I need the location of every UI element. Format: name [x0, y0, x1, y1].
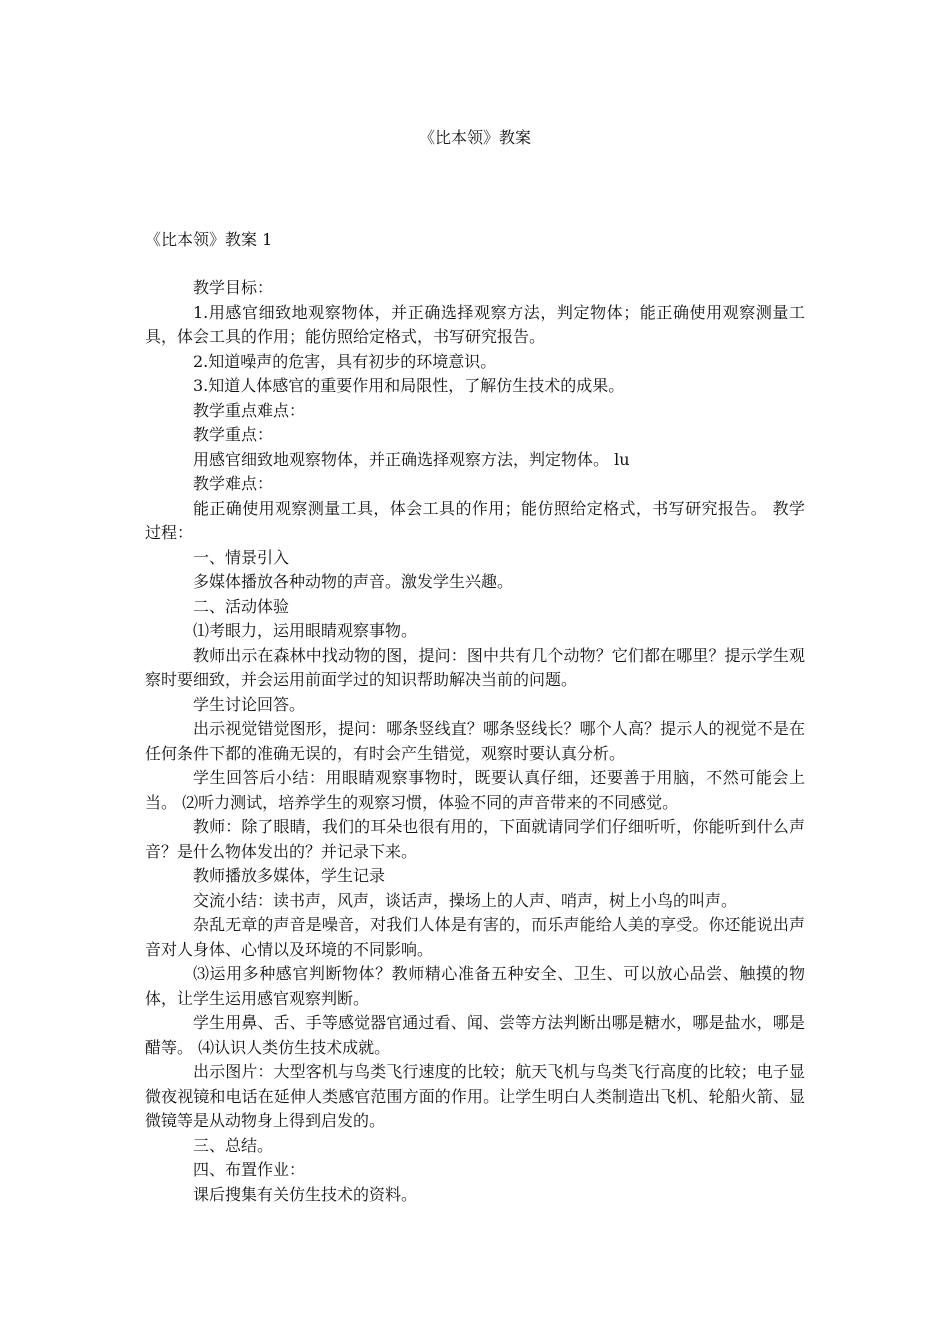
paragraph: 学生回答后小结：用眼睛观察事物时，既要认真仔细，还要善于用脑，不然可能会上当。 ⑵听力测试，培养学生的观察习惯，体验不同的声音带来的不同感觉。	[145, 768, 805, 812]
paragraph: 交流小结：读书声，风声，谈话声，操场上的人声、哨声，树上小鸟的叫声。	[193, 890, 738, 910]
paragraph: 教师：除了眼睛，我们的耳朵也很有用的，下面就请同学们仔细听听，你能听到什么声音？是什么物体发出的？并记录下来。	[145, 817, 805, 861]
paragraph: 出示图片：大型客机与鸟类飞行速度的比较；航天飞机与鸟类飞行高度的比较；电子显微夜视镜和电话在延伸人类感官范围方面的作用。让学生明白人类制造出飞机、轮船火箭、显微镜等是从动物身上得到启发的。	[145, 1062, 805, 1130]
paragraph: 四、布置作业：	[193, 1160, 306, 1179]
document-subtitle: 《比本领》教案 1	[145, 230, 273, 249]
paragraph: 用感官细致地观察物体，并正确选择观察方法，判定物体。 lu	[193, 449, 630, 469]
paragraph: 三、总结。	[193, 1135, 274, 1155]
paragraph: 能正确使用观察测量工具，体会工具的作用；能仿照给定格式，书写研究报告。 教学过程：	[145, 498, 805, 542]
paragraph: 课后搜集有关仿生技术的资料。	[193, 1184, 418, 1204]
paragraph: 二、活动体验	[193, 596, 290, 616]
paragraph: 一、情景引入	[193, 547, 290, 567]
paragraph: 教学难点：	[193, 474, 274, 493]
document-title: 《比本领》教案	[418, 128, 531, 147]
paragraph: 教师出示在森林中找动物的图，提问：图中共有几个动物？它们都在哪里？提示学生观察时要细致，并会运用前面学过的知识帮助解决当前的问题。	[145, 645, 805, 689]
paragraph: 杂乱无章的声音是噪音，对我们人体是有害的，而乐声能给人美的享受。你还能说出声音对人身体、心情以及环境的不同影响。	[145, 915, 805, 959]
paragraph: 出示视觉错觉图形，提问：哪条竖线直？哪条竖线长？哪个人高？提示人的视觉不是在任何条件下都的准确无误的，有时会产生错觉，观察时要认真分析。	[145, 719, 805, 763]
paragraph: ⑴考眼力，运用眼睛观察事物。	[193, 621, 418, 640]
paragraph: 2.知道噪声的危害，具有初步的环境意识。	[193, 351, 497, 371]
paragraph: ⑶运用多种感官判断物体？教师精心准备五种安全、卫生、可以放心品尝、触摸的物体，让学生运用感官观察判断。	[145, 964, 805, 1008]
paragraph: 学生讨论回答。	[193, 694, 306, 714]
paragraph: 学生用鼻、舌、手等感觉器官通过看、闻、尝等方法判断出哪是糖水，哪是盐水，哪是醋等。 ⑷认识人类仿生技术成就。	[145, 1013, 805, 1057]
paragraph: 教学重点：	[193, 425, 274, 444]
document-body	[145, 276, 805, 1207]
paragraph: 教学目标：	[193, 278, 274, 297]
paragraph: 教学重点难点：	[193, 400, 306, 420]
paragraph: 多媒体播放各种动物的声音。激发学生兴趣。	[193, 572, 514, 591]
paragraph: 3.知道人体感官的重要作用和局限性，了解仿生技术的成果。	[193, 376, 625, 395]
paragraph: 教师播放多媒体，学生记录	[193, 866, 386, 885]
paragraph: 1.用感官细致地观察物体，并正确选择观察方法，判定物体；能正确使用观察测量工具，体会工具的作用；能仿照给定格式，书写研究报告。	[145, 302, 805, 346]
